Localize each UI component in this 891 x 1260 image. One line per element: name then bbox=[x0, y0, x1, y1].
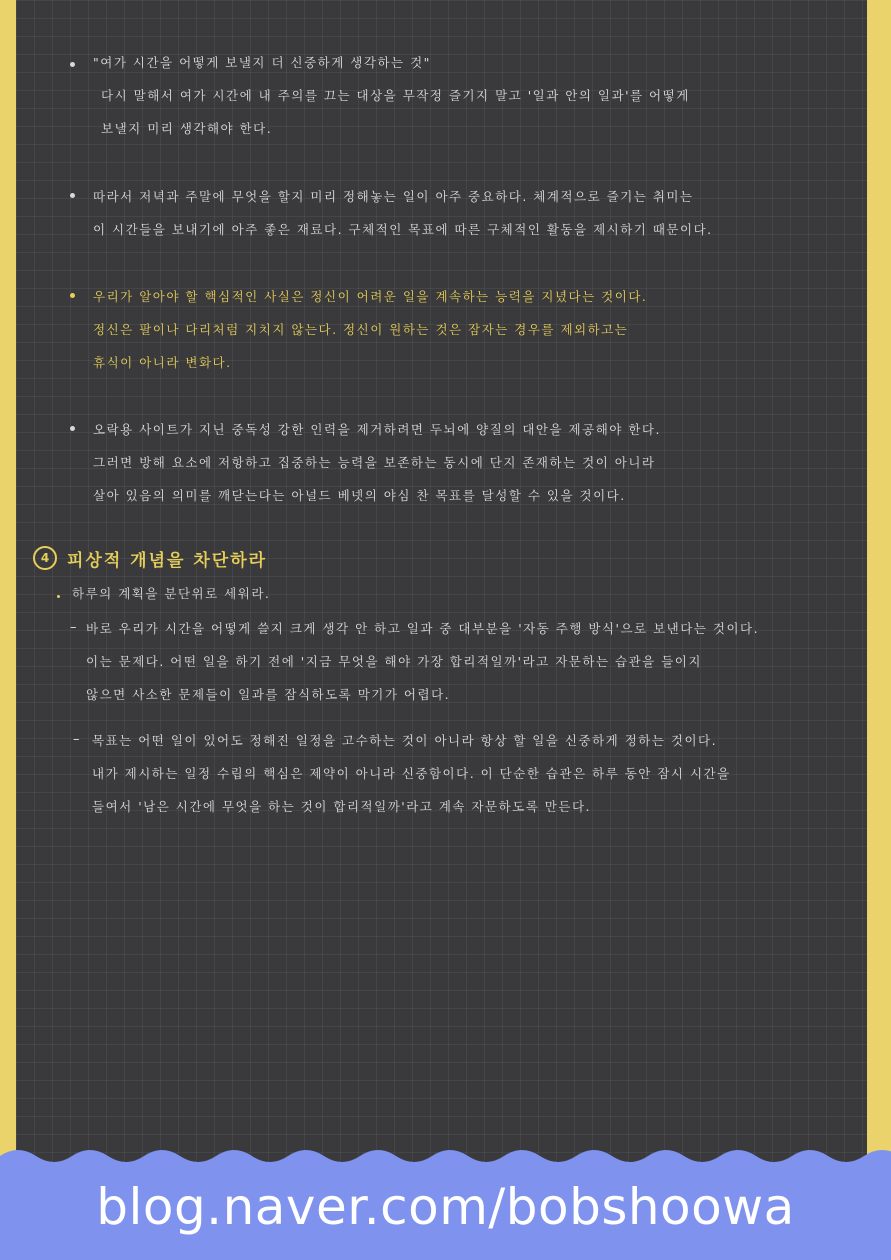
dash-item-1 bbox=[86, 612, 759, 711]
dash-item-2 bbox=[92, 724, 731, 823]
note-line: 하루의 계획을 분단위로 세워라. bbox=[72, 586, 271, 601]
note-line: 보낼지 미리 생각해야 한다. bbox=[101, 121, 273, 136]
section-heading bbox=[33, 543, 267, 573]
dash-marker: – bbox=[73, 732, 80, 747]
note-line: 바로 우리가 시간을 어떻게 쓸지 크게 생각 안 하고 일과 중 대부분을 '자동 주행 방식'으로 보낸다는 것이다. bbox=[86, 621, 760, 636]
note-line: 내가 제시하는 일정 수립의 핵심은 제약이 아니라 신중함이다. 이 단순한 습관은 하루 동안 잠시 시간을 bbox=[92, 766, 731, 781]
note-line: 정신은 팔이나 다리처럼 지치지 않는다. 정신이 원하는 것은 잠자는 경우를 제외하고는 bbox=[93, 322, 629, 337]
section-title: 피상적 개념을 차단하라 bbox=[67, 550, 268, 571]
note-line: 들여서 '남은 시간에 무엇을 하는 것이 합리적일까'라고 계속 자문하도록 만든다. bbox=[92, 799, 592, 814]
note-line: 이 시간들을 보내기에 아주 좋은 재료다. 구체적인 목표에 따른 구체적인 활동을 제시하기 때문이다. bbox=[93, 222, 713, 237]
note-item-1 bbox=[93, 46, 690, 145]
note-item-3 bbox=[93, 280, 647, 379]
note-item-2 bbox=[93, 180, 713, 246]
note-line: 오락용 사이트가 지닌 중독성 강한 인력을 제거하려면 두뇌에 양질의 대안을 제공해야 한다. bbox=[93, 422, 661, 437]
note-line: 살아 있음의 의미를 깨닫는다는 아널드 베넷의 야심 찬 목표를 달성할 수 있을 것이다. bbox=[93, 488, 626, 503]
bullet-dot bbox=[70, 193, 75, 198]
bullet-dot bbox=[70, 62, 75, 67]
bullet-dot bbox=[70, 426, 75, 431]
note-line: 않으면 사소한 문제들이 일과를 잠식하도록 막기가 어렵다. bbox=[86, 687, 451, 702]
blog-url: blog.naver.com/bobshoowa bbox=[96, 1178, 795, 1236]
note-line: 따라서 저녁과 주말에 무엇을 할지 미리 정해놓는 일이 아주 중요하다. 체계적으로 즐기는 취미는 bbox=[93, 189, 694, 204]
note-line: 우리가 알아야 할 핵심적인 사실은 정신이 어려운 일을 계속하는 능력을 지녔다는 것이다. bbox=[93, 289, 648, 304]
bullet-dot bbox=[70, 293, 75, 298]
note-line: 그러면 방해 요소에 저항하고 집중하는 능력을 보존하는 동시에 단지 존재하는 것이 아니라 bbox=[93, 455, 656, 470]
note-line: 다시 말해서 여가 시간에 내 주의를 끄는 대상을 무작정 즐기지 말고 '일과 안의 일과'를 어떻게 bbox=[101, 88, 690, 103]
note-line: "여가 시간을 어떻게 보낼지 더 신중하게 생각하는 것" bbox=[93, 55, 431, 70]
note-line: 이는 문제다. 어떤 일을 하기 전에 '지금 무엇을 해야 가장 합리적일까'라고 자문하는 습관을 들이지 bbox=[86, 654, 702, 669]
bullet-dot bbox=[57, 595, 60, 598]
note-item-4 bbox=[93, 413, 661, 512]
note-line: 휴식이 아니라 변화다. bbox=[93, 355, 232, 370]
dash-marker: – bbox=[70, 620, 77, 635]
footer-banner bbox=[0, 1150, 891, 1260]
note-line: 목표는 어떤 일이 있어도 정해진 일정을 고수하는 것이 아니라 항상 할 일을 신중하게 정하는 것이다. bbox=[92, 733, 718, 748]
section-bullet bbox=[72, 577, 270, 610]
section-number-badge: 4 bbox=[33, 546, 57, 570]
